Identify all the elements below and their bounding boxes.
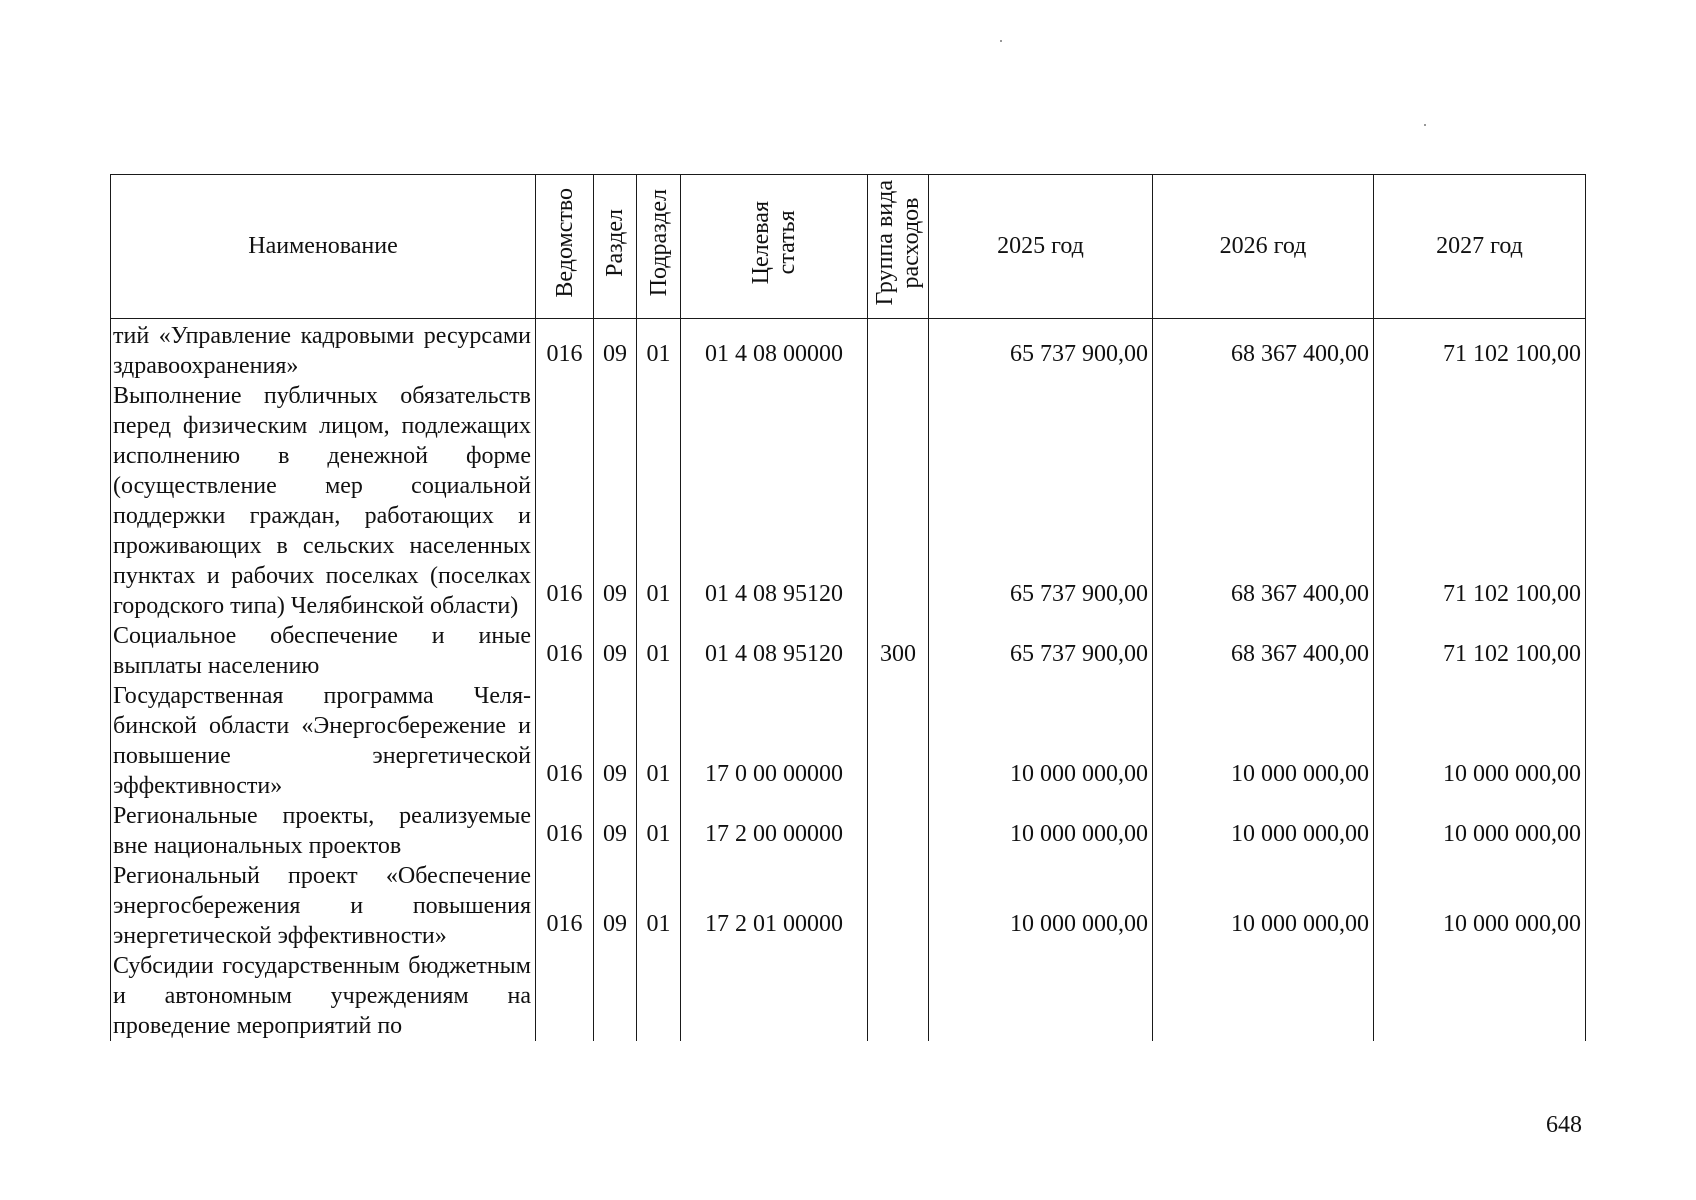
cell-department: 016 xyxy=(536,861,594,951)
cell-name: тий «Управление кадровыми ресурсами здравоохранения» xyxy=(111,319,536,382)
scan-speck xyxy=(1000,40,1002,42)
cell-2025: 10 000 000,00 xyxy=(929,861,1153,951)
cell-target-article xyxy=(681,951,868,1041)
cell-2025: 10 000 000,00 xyxy=(929,681,1153,801)
cell-target-article: 01 4 08 95120 xyxy=(681,381,868,621)
budget-table xyxy=(110,174,1586,1041)
cell-2026: 10 000 000,00 xyxy=(1153,801,1374,861)
scan-speck xyxy=(1424,124,1426,126)
cell-name: Субсидии государственным бюджетным и автономным учреждениям на проведение мероприятий по xyxy=(111,951,536,1041)
cell-expense-group: 300 xyxy=(868,621,929,681)
cell-section: 09 xyxy=(594,861,637,951)
cell-department: 016 xyxy=(536,801,594,861)
table-row xyxy=(111,861,1586,951)
cell-2027: 71 102 100,00 xyxy=(1374,621,1586,681)
cell-department: 016 xyxy=(536,319,594,382)
cell-name: Выполнение публичных обязательств перед физическим лицом, подлежащих исполнению в денежной форме (осуществление мер социальной поддержки граждан, работающих и проживающих в сельских населенных пунктах и рабочих поселках (поселках городского типа) Челябинской области) xyxy=(111,381,536,621)
cell-name: Государственная программа Челябинской области «Энергосбережение и повышение энергетической эффективности» xyxy=(111,681,536,801)
cell-subsection: 01 xyxy=(637,861,681,951)
cell-2026: 68 367 400,00 xyxy=(1153,381,1374,621)
cell-subsection: 01 xyxy=(637,801,681,861)
cell-section: 09 xyxy=(594,681,637,801)
cell-2026: 10 000 000,00 xyxy=(1153,681,1374,801)
cell-name: Социальное обеспечение и иные выплаты населению xyxy=(111,621,536,681)
cell-target-article: 01 4 08 00000 xyxy=(681,319,868,382)
table-row xyxy=(111,801,1586,861)
cell-expense-group xyxy=(868,861,929,951)
header-2026: 2026 год xyxy=(1153,175,1374,319)
table-row xyxy=(111,951,1586,1041)
cell-subsection: 01 xyxy=(637,319,681,382)
table-body xyxy=(111,319,1586,1042)
cell-subsection: 01 xyxy=(637,681,681,801)
cell-expense-group xyxy=(868,951,929,1041)
cell-target-article: 17 2 00 00000 xyxy=(681,801,868,861)
cell-section: 09 xyxy=(594,319,637,382)
cell-subsection: 01 xyxy=(637,621,681,681)
header-expense-group: Группа вида расходов xyxy=(868,175,929,319)
cell-section: 09 xyxy=(594,801,637,861)
header-target-article: Целевая статья xyxy=(681,175,868,319)
cell-2026: 68 367 400,00 xyxy=(1153,621,1374,681)
cell-2026 xyxy=(1153,951,1374,1041)
cell-2027: 71 102 100,00 xyxy=(1374,319,1586,382)
cell-name: Региональные проекты, реализуемые вне национальных проектов xyxy=(111,801,536,861)
cell-target-article: 17 0 00 00000 xyxy=(681,681,868,801)
header-department: Ведомство xyxy=(536,175,594,319)
cell-department xyxy=(536,951,594,1041)
cell-expense-group xyxy=(868,681,929,801)
cell-target-article: 17 2 01 00000 xyxy=(681,861,868,951)
cell-2027: 10 000 000,00 xyxy=(1374,861,1586,951)
cell-2027: 10 000 000,00 xyxy=(1374,681,1586,801)
cell-2026: 10 000 000,00 xyxy=(1153,861,1374,951)
table-row xyxy=(111,319,1586,382)
cell-expense-group xyxy=(868,319,929,382)
cell-2025: 65 737 900,00 xyxy=(929,381,1153,621)
cell-2026: 68 367 400,00 xyxy=(1153,319,1374,382)
cell-2025 xyxy=(929,951,1153,1041)
cell-2027: 10 000 000,00 xyxy=(1374,801,1586,861)
table-row xyxy=(111,681,1586,801)
header-2025: 2025 год xyxy=(929,175,1153,319)
cell-section xyxy=(594,951,637,1041)
cell-expense-group xyxy=(868,381,929,621)
header-name: Наименование xyxy=(111,175,536,319)
cell-2025: 65 737 900,00 xyxy=(929,621,1153,681)
cell-subsection xyxy=(637,951,681,1041)
cell-2027: 71 102 100,00 xyxy=(1374,381,1586,621)
header-subsection: Подраздел xyxy=(637,175,681,319)
cell-department: 016 xyxy=(536,681,594,801)
cell-2027 xyxy=(1374,951,1586,1041)
cell-subsection: 01 xyxy=(637,381,681,621)
header-2027: 2027 год xyxy=(1374,175,1586,319)
cell-2025: 10 000 000,00 xyxy=(929,801,1153,861)
page-number: 648 xyxy=(1546,1112,1582,1138)
cell-section: 09 xyxy=(594,381,637,621)
cell-department: 016 xyxy=(536,381,594,621)
header-section: Раздел xyxy=(594,175,637,319)
cell-target-article: 01 4 08 95120 xyxy=(681,621,868,681)
table-header-row xyxy=(111,175,1586,319)
cell-department: 016 xyxy=(536,621,594,681)
table-row xyxy=(111,381,1586,621)
cell-2025: 65 737 900,00 xyxy=(929,319,1153,382)
cell-expense-group xyxy=(868,801,929,861)
cell-section: 09 xyxy=(594,621,637,681)
table-row xyxy=(111,621,1586,681)
cell-name: Региональный проект «Обеспечение энергосбережения и повышения энергетической эффективности» xyxy=(111,861,536,951)
